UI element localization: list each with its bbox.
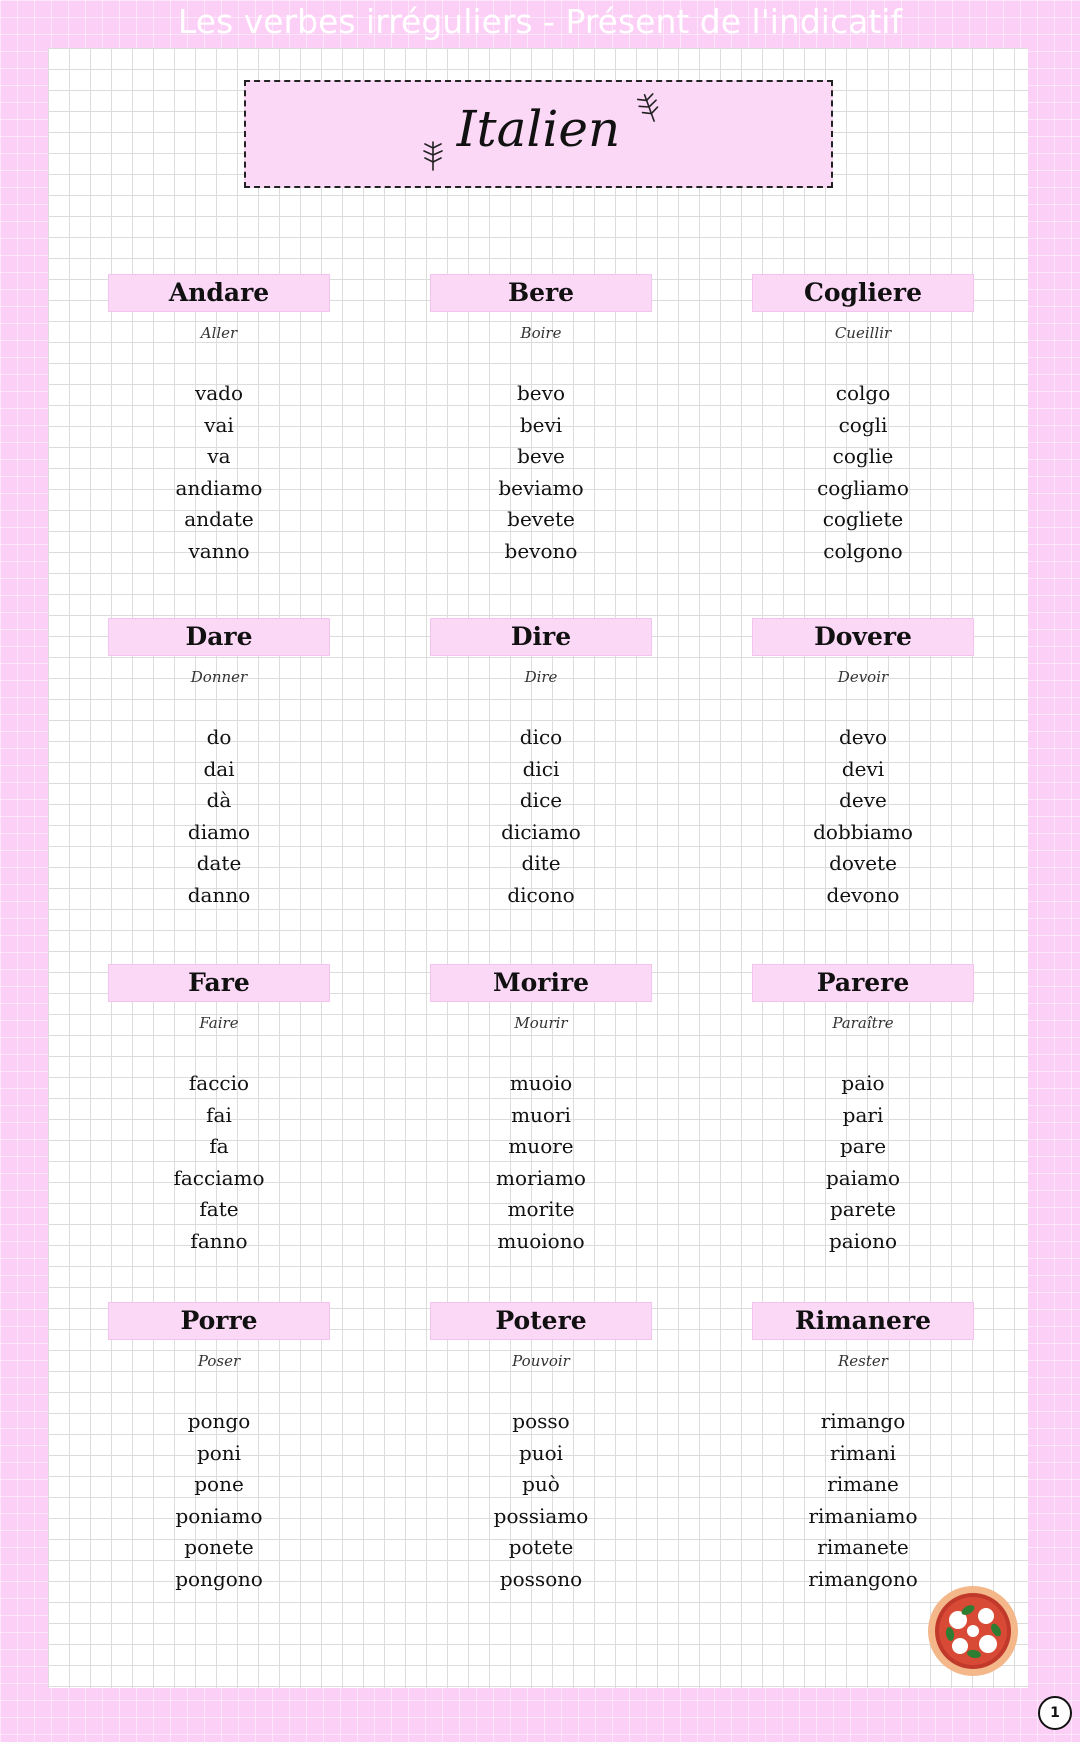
- conjugation-form: poni: [196, 1440, 242, 1465]
- conjugation-form: dovete: [829, 851, 897, 875]
- conjugation-form: paiamo: [825, 1165, 901, 1190]
- conjugation-form: dobbiamo: [813, 819, 913, 844]
- conjugation-form: rimangono: [808, 1566, 918, 1591]
- conjugation-form: paio: [841, 1071, 885, 1095]
- verb-translation: Aller: [200, 324, 238, 342]
- conjugation-form: andate: [184, 507, 254, 531]
- verb-infinitive: Potere: [430, 1302, 652, 1340]
- conjugation-form: dite: [521, 851, 561, 875]
- conjugation-list: [430, 722, 652, 911]
- verb-translation: Faire: [199, 1014, 239, 1032]
- conjugation-form: faccio: [188, 1071, 250, 1095]
- verb-card: [430, 1302, 652, 1595]
- verb-card: [108, 1302, 330, 1595]
- conjugation-form: posso: [512, 1409, 570, 1433]
- conjugation-form: date: [196, 851, 242, 875]
- conjugation-form: bevete: [507, 507, 575, 531]
- page-title: Italien: [456, 100, 621, 158]
- verb-card: [752, 964, 974, 1257]
- verb-translation: Paraître: [832, 1014, 894, 1032]
- verb-translation: Pouvoir: [512, 1352, 570, 1370]
- verb-infinitive: Fare: [108, 964, 330, 1002]
- conjugation-form: poniamo: [175, 1503, 263, 1528]
- verb-translation: Boire: [520, 324, 562, 342]
- conjugation-form: do: [206, 725, 232, 749]
- verb-translation: Mourir: [514, 1014, 568, 1032]
- conjugation-list: [752, 378, 974, 567]
- conjugation-form: moriamo: [496, 1165, 586, 1190]
- verb-card: [430, 274, 652, 567]
- conjugation-form: bevi: [519, 412, 563, 437]
- verb-translation: Rester: [838, 1352, 888, 1370]
- verb-card: [108, 618, 330, 911]
- conjugation-form: colgono: [823, 538, 903, 563]
- page-header: Les verbes irréguliers - Présent de l'indicatif: [177, 2, 903, 41]
- conjugation-list: [752, 1068, 974, 1257]
- conjugation-form: danno: [187, 882, 251, 907]
- conjugation-form: può: [522, 1472, 560, 1496]
- conjugation-form: diamo: [187, 819, 251, 844]
- conjugation-form: va: [207, 444, 231, 468]
- conjugation-form: paiono: [828, 1228, 898, 1253]
- conjugation-form: cogliamo: [817, 475, 909, 500]
- verb-infinitive: Parere: [752, 964, 974, 1002]
- conjugation-form: cogli: [838, 412, 888, 437]
- conjugation-list: [430, 1406, 652, 1595]
- verb-card: [108, 964, 330, 1257]
- page-number: 1: [1038, 1696, 1072, 1730]
- conjugation-form: possono: [499, 1566, 583, 1591]
- conjugation-form: fate: [199, 1197, 239, 1221]
- conjugation-form: fanno: [190, 1228, 248, 1253]
- verb-translation: Poser: [197, 1352, 241, 1370]
- verb-card: [108, 274, 330, 567]
- leaf-sprig-icon: [416, 138, 450, 172]
- conjugation-form: andiamo: [175, 475, 263, 500]
- conjugation-form: morite: [507, 1197, 575, 1221]
- conjugation-form: rimango: [820, 1409, 906, 1433]
- conjugation-form: fai: [206, 1102, 232, 1127]
- conjugation-form: potete: [508, 1535, 574, 1559]
- conjugation-form: pari: [842, 1102, 884, 1127]
- conjugation-list: [430, 378, 652, 567]
- verb-translation: Donner: [190, 668, 248, 686]
- conjugation-form: muoio: [509, 1071, 573, 1095]
- verb-card: [430, 964, 652, 1257]
- verb-infinitive: Bere: [430, 274, 652, 312]
- conjugation-form: pongo: [187, 1409, 251, 1433]
- verb-infinitive: Dovere: [752, 618, 974, 656]
- conjugation-form: dà: [206, 788, 232, 812]
- verb-card: [430, 618, 652, 911]
- conjugation-form: beve: [517, 444, 565, 468]
- verb-infinitive: Cogliere: [752, 274, 974, 312]
- conjugation-form: rimani: [829, 1440, 897, 1465]
- conjugation-form: dai: [203, 756, 235, 781]
- conjugation-form: pone: [194, 1472, 244, 1496]
- verb-infinitive: Dire: [430, 618, 652, 656]
- conjugation-form: puoi: [518, 1440, 564, 1465]
- conjugation-form: diciamo: [501, 819, 581, 844]
- conjugation-form: deve: [839, 788, 887, 812]
- verb-card: [752, 274, 974, 567]
- conjugation-form: vado: [194, 381, 244, 405]
- title-box: [244, 80, 833, 188]
- conjugation-form: pare: [839, 1134, 887, 1158]
- conjugation-form: rimane: [827, 1472, 899, 1496]
- verb-card: [752, 618, 974, 911]
- conjugation-form: fa: [209, 1134, 229, 1158]
- verb-infinitive: Andare: [108, 274, 330, 312]
- conjugation-form: dici: [522, 756, 560, 781]
- conjugation-form: rimanete: [817, 1535, 909, 1559]
- verb-infinitive: Morire: [430, 964, 652, 1002]
- verb-translation: Dire: [524, 668, 558, 686]
- conjugation-form: bevo: [517, 381, 565, 405]
- conjugation-form: devono: [826, 882, 900, 907]
- conjugation-form: dice: [519, 788, 563, 812]
- conjugation-list: [108, 722, 330, 911]
- conjugation-form: facciamo: [173, 1165, 265, 1190]
- verb-infinitive: Porre: [108, 1302, 330, 1340]
- conjugation-form: beviamo: [498, 475, 584, 500]
- conjugation-form: ponete: [184, 1535, 254, 1559]
- conjugation-form: rimaniamo: [808, 1503, 918, 1528]
- conjugation-form: coglie: [832, 444, 894, 468]
- verb-card: [752, 1302, 974, 1595]
- conjugation-list: [108, 1406, 330, 1595]
- conjugation-form: parete: [830, 1197, 896, 1221]
- conjugation-form: devi: [841, 756, 885, 781]
- verb-infinitive: Rimanere: [752, 1302, 974, 1340]
- conjugation-list: [108, 378, 330, 567]
- conjugation-form: vai: [204, 412, 234, 437]
- verb-translation: Cueillir: [834, 324, 892, 342]
- verb-infinitive: Dare: [108, 618, 330, 656]
- conjugation-list: [752, 1406, 974, 1595]
- conjugation-form: bevono: [504, 538, 578, 563]
- conjugation-form: dicono: [507, 882, 575, 907]
- conjugation-form: pongono: [175, 1566, 263, 1591]
- conjugation-form: vanno: [188, 538, 250, 563]
- conjugation-form: colgo: [835, 381, 891, 405]
- conjugation-list: [108, 1068, 330, 1257]
- conjugation-form: devo: [839, 725, 887, 749]
- conjugation-form: muoiono: [497, 1228, 585, 1253]
- conjugation-form: possiamo: [493, 1503, 589, 1528]
- conjugation-list: [752, 722, 974, 911]
- verb-translation: Devoir: [837, 668, 889, 686]
- conjugation-list: [430, 1068, 652, 1257]
- conjugation-form: cogliete: [822, 507, 904, 531]
- pizza-icon: [926, 1584, 1020, 1678]
- conjugation-form: dico: [519, 725, 563, 749]
- conjugation-form: muori: [511, 1102, 571, 1127]
- conjugation-form: muore: [508, 1134, 574, 1158]
